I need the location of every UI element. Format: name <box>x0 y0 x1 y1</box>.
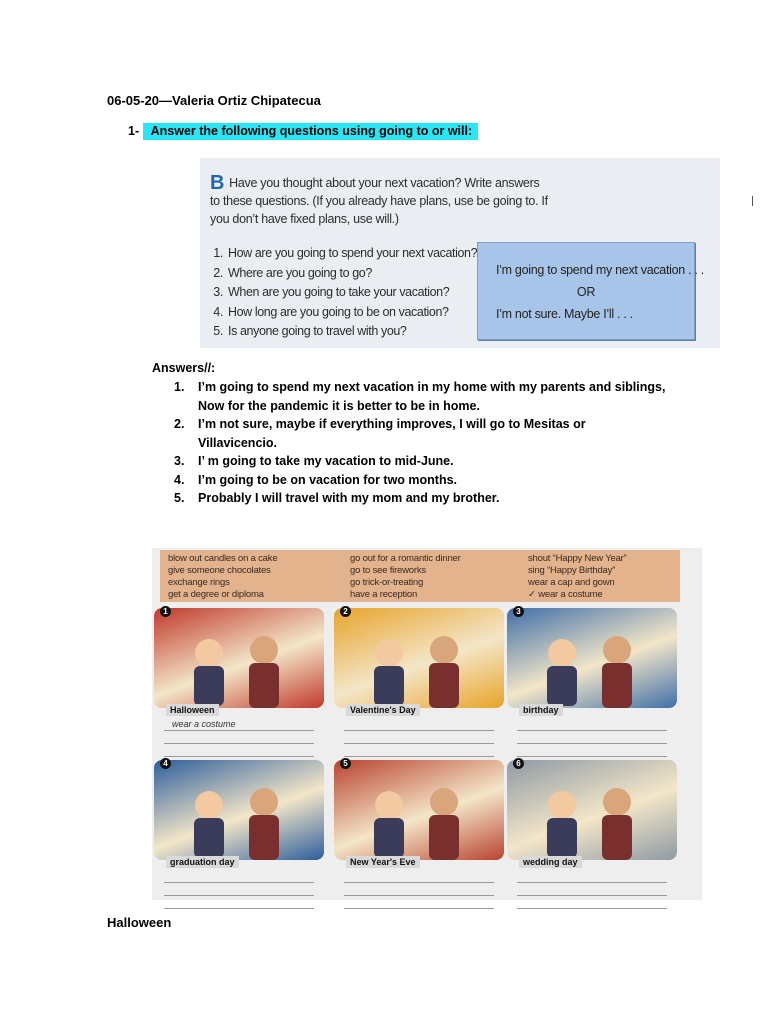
answer-line <box>344 730 494 731</box>
answer-text: I’m going to spend my next vacation in my home with my parents and siblings, Now for the pandemic it is better to be in home. <box>198 380 666 413</box>
answer-text: I’m not sure, maybe if everything improves, I will go to Mesitas or Villavicencio. <box>198 417 586 450</box>
question-list <box>210 244 477 342</box>
word-bank-column <box>350 553 461 601</box>
answer-line <box>517 908 667 909</box>
answer-text: I’m going to be on vacation for two months. <box>198 472 458 487</box>
answer-number: 5. <box>174 491 185 505</box>
document-header: 06-05-20—Valeria Ortiz Chipatecua <box>107 93 321 108</box>
panel-number: 6 <box>513 758 524 769</box>
panel-illustration <box>507 608 677 708</box>
answer-item <box>174 471 668 490</box>
footer-heading: Halloween <box>107 915 172 930</box>
answer-number: 4. <box>174 472 185 487</box>
panel-illustration <box>334 760 504 860</box>
panel-illustration <box>507 760 677 860</box>
word-bank-item: get a degree or diploma <box>168 589 264 600</box>
answer-line <box>164 908 314 909</box>
answer-line <box>164 730 314 731</box>
panel-illustration <box>154 760 324 860</box>
panel-number: 5 <box>340 758 351 769</box>
celebration-worksheet-scan <box>152 548 702 900</box>
instruction-text: Answer the following questions using going to or will: <box>143 123 479 140</box>
example-line-2: I’m not sure. Maybe I’ll . . . <box>496 307 633 321</box>
word-bank-item: blow out candles on a cake <box>168 553 278 564</box>
word-bank <box>160 550 680 602</box>
answer-line <box>344 756 494 757</box>
answer-line <box>344 743 494 744</box>
answer-line <box>344 882 494 883</box>
answer-item <box>174 489 668 508</box>
question-item: 3. When are you going to take your vacation? <box>226 283 477 303</box>
answer-line <box>164 756 314 757</box>
answer-line <box>517 730 667 731</box>
answer-item <box>174 415 668 452</box>
answer-line <box>517 895 667 896</box>
answer-number: 3. <box>174 454 185 468</box>
illustration-icon <box>334 608 504 708</box>
answer-line <box>517 882 667 883</box>
word-bank-item: shout “Happy New Year” <box>528 553 627 564</box>
answer-line <box>164 743 314 744</box>
word-bank-item: ✓ wear a costume <box>528 589 603 600</box>
answer-text: I’ m going to take my vacation to mid-June. <box>198 454 454 468</box>
panel-caption: New Year's Eve <box>346 856 420 868</box>
answer-line <box>164 882 314 883</box>
answer-line <box>517 743 667 744</box>
example-or: OR <box>576 285 596 299</box>
answer-text: Probably I will travel with my mom and my brother. <box>198 491 500 505</box>
question-item: 1. How are you going to spend your next vacation? <box>226 244 477 264</box>
word-bank-item: exchange rings <box>168 577 230 588</box>
question-item: 4. How long are you going to be on vacation? <box>226 303 477 323</box>
answers-title: Answers//: <box>152 361 216 375</box>
answer-line <box>344 895 494 896</box>
word-bank-column <box>528 553 627 601</box>
instruction-number: 1- <box>128 124 140 138</box>
word-bank-item: sing “Happy Birthday” <box>528 565 616 576</box>
answer-list <box>174 378 668 508</box>
word-bank-item: go out for a romantic dinner <box>350 553 461 564</box>
illustration-icon <box>334 760 504 860</box>
answer-line <box>344 908 494 909</box>
word-bank-item: give someone chocolates <box>168 565 271 576</box>
illustration-icon <box>507 608 677 708</box>
instruction <box>128 124 478 138</box>
question-item: 5. Is anyone going to travel with you? <box>226 322 477 342</box>
illustration-icon <box>154 608 324 708</box>
panel-caption: Valentine's Day <box>346 704 420 716</box>
answer-item <box>174 452 668 471</box>
example-box <box>477 242 704 340</box>
panel-number: 4 <box>160 758 171 769</box>
exercise-letter: B <box>210 172 225 194</box>
word-bank-item: have a reception <box>350 589 418 600</box>
panel-number: 2 <box>340 606 351 617</box>
panel-illustration <box>154 608 324 708</box>
panel-number: 1 <box>160 606 171 617</box>
panel-caption: Halloween <box>166 704 219 716</box>
word-bank-item: go trick-or-treating <box>350 577 424 588</box>
exercise-prompt <box>210 174 550 228</box>
answer-number: 1. <box>174 380 185 394</box>
scan-edge-mark <box>752 196 753 206</box>
answer-line <box>517 756 667 757</box>
panel-illustration <box>334 608 504 708</box>
handwritten-answer: wear a costume <box>172 719 236 729</box>
answer-item <box>174 378 668 415</box>
answer-line <box>164 895 314 896</box>
panel-caption: wedding day <box>519 856 582 868</box>
answer-number: 2. <box>174 417 185 431</box>
illustration-icon <box>507 760 677 860</box>
example-line-1: I’m going to spend my next vacation . . . <box>496 263 704 277</box>
exercise-prompt-text: Have you thought about your next vacation? Write answers to these questions. (If you already have plans, use be going to. If you don’t have fixed plans, use will.) <box>210 176 548 226</box>
word-bank-item: go to see fireworks <box>350 565 426 576</box>
question-item: 2. Where are you going to go? <box>226 264 477 284</box>
panel-number: 3 <box>513 606 524 617</box>
illustration-icon <box>154 760 324 860</box>
word-bank-item: wear a cap and gown <box>528 577 615 588</box>
exercise-scan <box>200 158 720 348</box>
panel-caption: graduation day <box>166 856 239 868</box>
word-bank-column <box>168 553 277 601</box>
panel-caption: birthday <box>519 704 563 716</box>
